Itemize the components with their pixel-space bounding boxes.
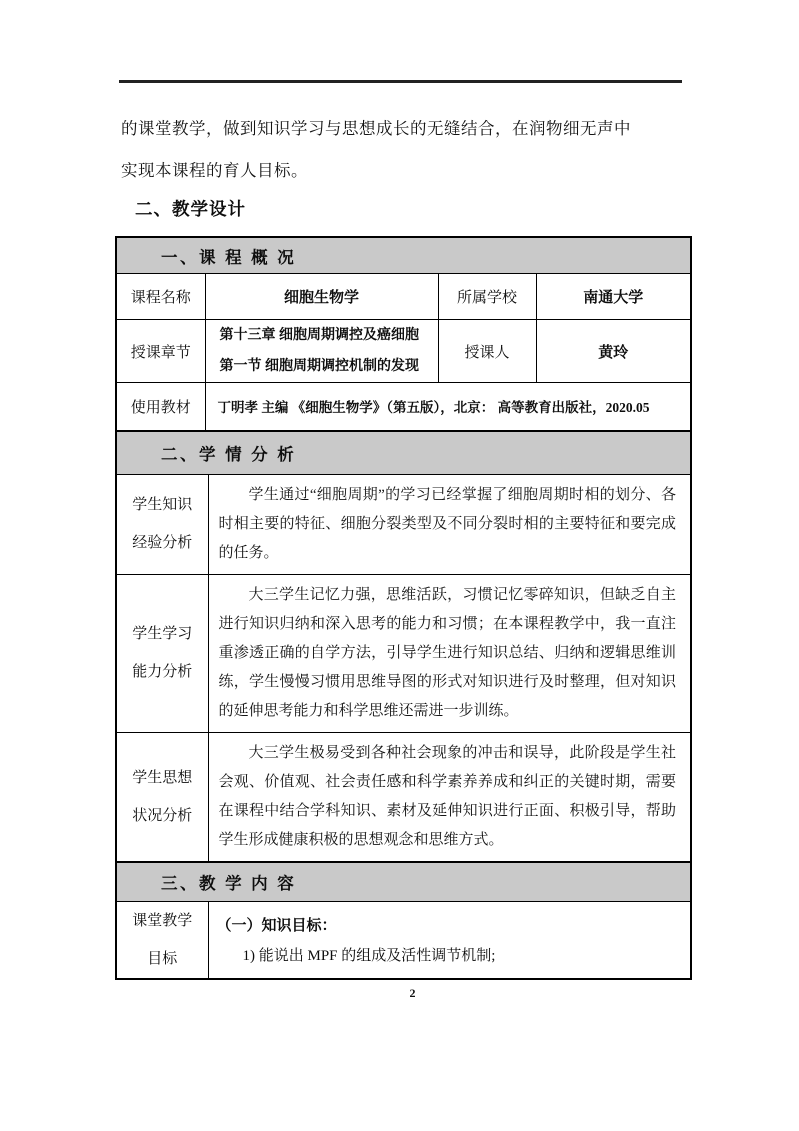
knowledge-experience-label-line-2: 经验分析 bbox=[132, 534, 193, 551]
knowledge-objectives-cell bbox=[208, 901, 691, 979]
chapter-line-1: 第十三章 细胞周期调控及癌细胞 bbox=[219, 328, 419, 343]
school-label: 所属学校 bbox=[438, 274, 536, 320]
classroom-objectives-label-line-2: 目标 bbox=[147, 949, 178, 967]
table-row bbox=[116, 901, 691, 979]
knowledge-objective-item-1: 1) 能说出 MPF 的组成及活性调节机制; bbox=[242, 948, 496, 964]
section-row-course-overview bbox=[116, 237, 691, 274]
intro-line-2: 实现本课程的育人目标。 bbox=[121, 161, 308, 180]
learning-ability-paragraph: 大三学生记忆力强，思维活跃，习惯记忆零碎知识，但缺乏自主进行知识归纳和深入思考的能力和习惯；在本课程教学中，我一直注重渗透正确的自学方法，引导学生进行知识总结、归纳和逻辑思维训练，学生慢慢习惯用思维导图的形式对知识进行及时整理，但对知识的延伸思考能力和科学思维还需进一步训练。 bbox=[218, 586, 677, 719]
table-row bbox=[116, 732, 691, 862]
textbook-value: 丁明孝 主编 《细胞生物学》（第五版），北京： 高等教育出版社，2020.05 bbox=[205, 383, 691, 431]
intro-line-1: 的课堂教学，做到知识学习与思想成长的无缝结合，在润物细无声中 bbox=[121, 119, 631, 138]
table-row bbox=[116, 474, 691, 574]
chapter-value bbox=[205, 320, 438, 383]
page-number: 2 bbox=[409, 986, 416, 1000]
school-value: 南通大学 bbox=[536, 274, 691, 320]
classroom-objectives-label-line-1: 课堂教学 bbox=[132, 911, 193, 929]
knowledge-objectives-heading: （一）知识目标： bbox=[216, 918, 337, 934]
intro-paragraph bbox=[121, 108, 693, 192]
knowledge-experience-paragraph: 学生通过“细胞周期”的学习已经掌握了细胞周期时相的划分、各时相主要的特征、细胞分裂类型及不同分裂时相的主要特征和要完成的任务。 bbox=[218, 486, 677, 561]
course-name-value: 细胞生物学 bbox=[205, 274, 438, 320]
chapter-label: 授课章节 bbox=[116, 320, 205, 383]
learning-ability-label bbox=[116, 574, 208, 732]
learning-ability-label-line-2: 能力分析 bbox=[132, 663, 193, 680]
teaching-design-heading: 二、教学设计 bbox=[135, 199, 246, 219]
classroom-objectives-label bbox=[116, 901, 208, 979]
ideology-status-label bbox=[116, 732, 208, 862]
header-rule-divider bbox=[119, 80, 682, 83]
section-title-teaching-content: 三、教 学 内 容 bbox=[116, 862, 691, 902]
teaching-content-table bbox=[115, 861, 692, 980]
course-overview-table bbox=[115, 236, 692, 432]
ideology-status-label-line-1: 学生思想 bbox=[132, 768, 193, 786]
learning-ability-text-cell bbox=[208, 574, 691, 732]
learning-ability-label-line-1: 学生学习 bbox=[132, 625, 193, 642]
textbook-label: 使用教材 bbox=[116, 383, 205, 431]
learning-analysis-table bbox=[115, 430, 692, 863]
teacher-label: 授课人 bbox=[438, 320, 536, 383]
table-row bbox=[116, 574, 691, 732]
table-row bbox=[116, 383, 691, 431]
section-row-learning-analysis bbox=[116, 431, 691, 475]
teaching-design-tables bbox=[115, 236, 690, 980]
knowledge-experience-label bbox=[116, 474, 208, 574]
ideology-status-label-line-2: 状况分析 bbox=[132, 806, 193, 824]
course-name-label: 课程名称 bbox=[116, 274, 205, 320]
teacher-value: 黄玲 bbox=[536, 320, 691, 383]
table-row bbox=[116, 320, 691, 383]
ideology-status-paragraph: 大三学生极易受到各种社会现象的冲击和误导，此阶段是学生社会观、价值观、社会责任感和科学素养养成和纠正的关键时期，需要在课程中结合学科知识、素材及延伸知识进行正面、积极引导，帮助学生形成健康积极的思想观念和思维方式。 bbox=[218, 744, 677, 848]
section-title-learning-analysis: 二、学 情 分 析 bbox=[116, 431, 691, 475]
knowledge-experience-text-cell bbox=[208, 474, 691, 574]
table-row bbox=[116, 274, 691, 320]
knowledge-experience-label-line-1: 学生知识 bbox=[132, 496, 193, 513]
ideology-status-text-cell bbox=[208, 732, 691, 862]
chapter-line-2: 第一节 细胞周期调控机制的发现 bbox=[219, 359, 419, 374]
section-row-teaching-content bbox=[116, 862, 691, 902]
section-title-course-overview: 一、课 程 概 况 bbox=[116, 237, 691, 274]
